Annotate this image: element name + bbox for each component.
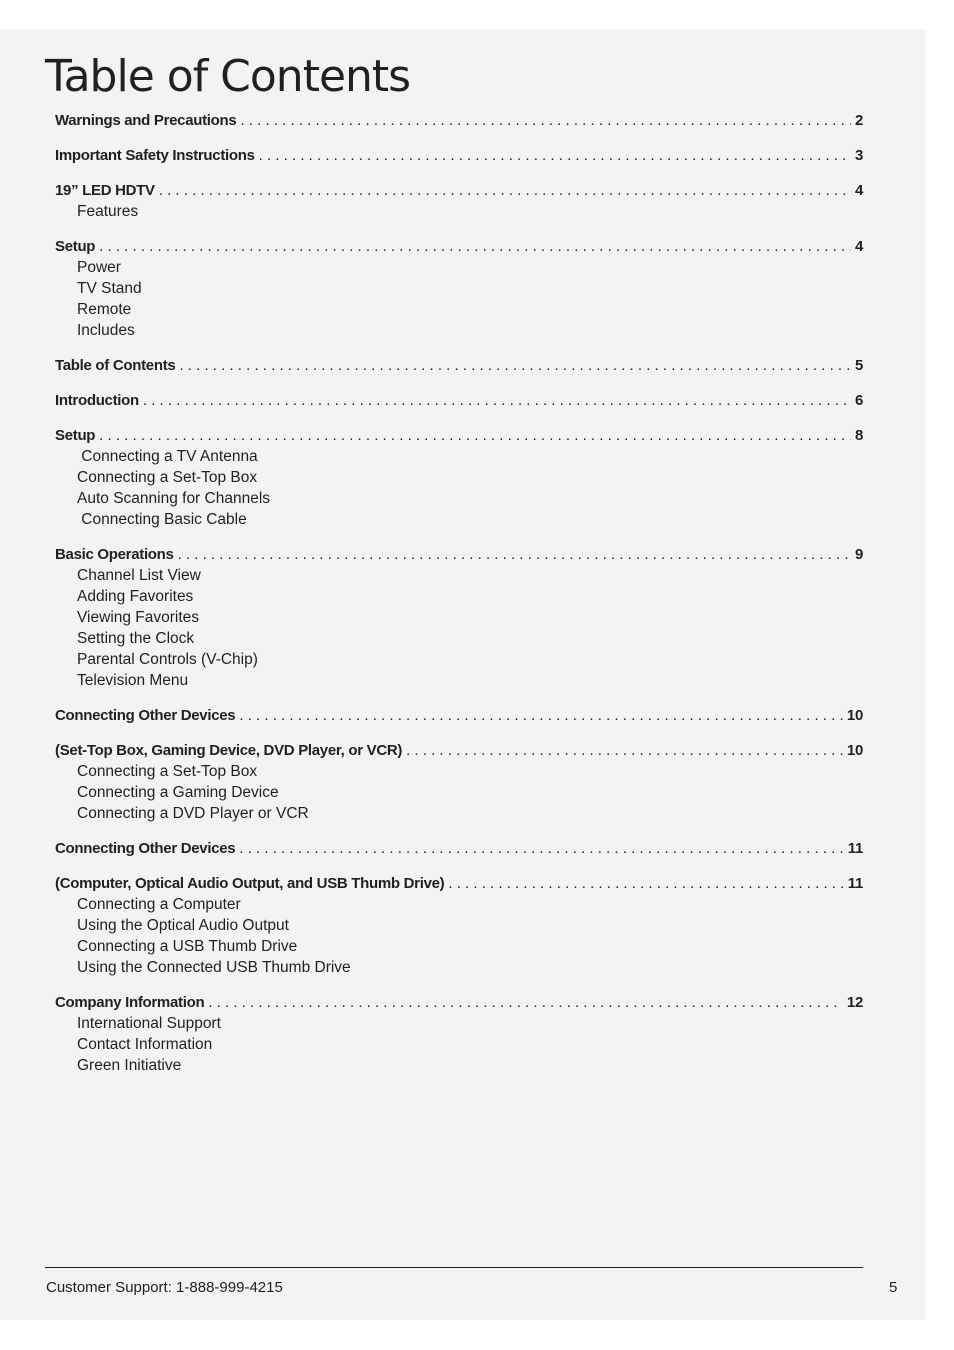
toc-subitem: Connecting a DVD Player or VCR xyxy=(77,805,309,822)
toc-subitem: Remote xyxy=(77,301,132,318)
toc-entry xyxy=(55,992,863,1076)
toc-entry xyxy=(55,355,863,376)
toc-subitem: TV Stand xyxy=(77,280,142,297)
toc-heading-row[interactable] xyxy=(55,425,863,446)
toc-page-number: 10 xyxy=(846,707,863,724)
toc-heading-label: Table of Contents xyxy=(55,357,176,374)
toc-page-number: 9 xyxy=(854,546,863,563)
toc-heading-row[interactable] xyxy=(55,236,863,257)
toc-heading-row[interactable] xyxy=(55,992,863,1013)
toc-heading-row[interactable] xyxy=(55,838,863,859)
toc-page-number: 10 xyxy=(846,742,863,759)
toc-subitem: International Support xyxy=(77,1015,221,1032)
toc-subitem: Parental Controls (V-Chip) xyxy=(77,651,258,668)
toc-entry xyxy=(55,705,863,726)
toc-page-number: 8 xyxy=(854,427,863,444)
toc-subitem: Green Initiative xyxy=(77,1057,182,1074)
toc-heading-label: Setup xyxy=(55,238,96,255)
toc-entry xyxy=(55,873,863,978)
toc-heading-label: Important Safety Instructions xyxy=(55,147,255,164)
toc-heading-row[interactable] xyxy=(55,180,863,201)
toc-page-number: 4 xyxy=(854,182,863,199)
toc-subitem: Setting the Clock xyxy=(77,630,195,647)
toc-entry xyxy=(55,390,863,411)
toc-page-number: 2 xyxy=(854,112,863,129)
dot-leader xyxy=(99,236,851,257)
toc-page-number: 11 xyxy=(847,840,863,857)
dot-leader xyxy=(448,873,843,894)
dot-leader xyxy=(99,425,851,446)
dot-leader xyxy=(239,705,843,726)
toc-entry xyxy=(55,544,863,691)
toc-page-number: 4 xyxy=(854,238,863,255)
page-number: 5 xyxy=(889,1279,898,1296)
toc-subitem: Connecting a Set-Top Box xyxy=(77,763,258,780)
dot-leader xyxy=(406,740,843,761)
toc-subitem: Connecting Basic Cable xyxy=(77,511,247,528)
footer-divider xyxy=(45,1267,863,1268)
toc-heading-row[interactable] xyxy=(55,873,863,894)
toc-page-number: 5 xyxy=(854,357,863,374)
table-of-contents xyxy=(55,110,863,1090)
toc-subitem: Using the Optical Audio Output xyxy=(77,917,289,934)
toc-subitem: Includes xyxy=(77,322,135,339)
dot-leader xyxy=(259,145,851,166)
toc-subitem: Channel List View xyxy=(77,567,201,584)
toc-entry xyxy=(55,425,863,530)
toc-subitem: Using the Connected USB Thumb Drive xyxy=(77,959,351,976)
toc-subitem: Features xyxy=(77,203,139,220)
toc-heading-label: Basic Operations xyxy=(55,546,174,563)
dot-leader xyxy=(239,838,843,859)
toc-page-number: 6 xyxy=(854,392,863,409)
toc-heading-label: Introduction xyxy=(55,392,139,409)
toc-page-number: 3 xyxy=(854,147,863,164)
toc-heading-label: (Computer, Optical Audio Output, and USB Thumb Drive) xyxy=(55,875,445,892)
toc-subitem: Television Menu xyxy=(77,672,189,689)
page-title: Table of Contents xyxy=(45,51,411,102)
toc-entry xyxy=(55,236,863,341)
toc-subitem: Connecting a Gaming Device xyxy=(77,784,279,801)
toc-subitem: Contact Information xyxy=(77,1036,213,1053)
toc-subitem: Connecting a TV Antenna xyxy=(77,448,258,465)
toc-heading-row[interactable] xyxy=(55,390,863,411)
dot-leader xyxy=(179,355,851,376)
toc-subitem: Power xyxy=(77,259,121,276)
toc-entry xyxy=(55,180,863,222)
toc-subitem: Connecting a USB Thumb Drive xyxy=(77,938,298,955)
toc-heading-label: Setup xyxy=(55,427,96,444)
toc-heading-label: Connecting Other Devices xyxy=(55,707,236,724)
toc-subitem: Connecting a Set-Top Box xyxy=(77,469,258,486)
toc-entry xyxy=(55,110,863,131)
toc-entry xyxy=(55,838,863,859)
toc-subitem: Viewing Favorites xyxy=(77,609,200,626)
toc-page-number: 12 xyxy=(846,994,863,1011)
toc-heading-label: Company Information xyxy=(55,994,205,1011)
dot-leader xyxy=(143,390,851,411)
dot-leader xyxy=(240,110,851,131)
toc-heading-label: Connecting Other Devices xyxy=(55,840,236,857)
toc-heading-row[interactable] xyxy=(55,355,863,376)
toc-entry xyxy=(55,740,863,824)
toc-subitem: Auto Scanning for Channels xyxy=(77,490,271,507)
dot-leader xyxy=(159,180,851,201)
toc-subitem: Connecting a Computer xyxy=(77,896,241,913)
toc-entry xyxy=(55,145,863,166)
toc-page-number: 11 xyxy=(847,875,863,892)
toc-heading-row[interactable] xyxy=(55,705,863,726)
customer-support-text: Customer Support: 1-888-999-4215 xyxy=(46,1279,283,1296)
dot-leader xyxy=(178,544,851,565)
toc-heading-row[interactable] xyxy=(55,740,863,761)
toc-heading-row[interactable] xyxy=(55,110,863,131)
toc-heading-row[interactable] xyxy=(55,145,863,166)
dot-leader xyxy=(208,992,843,1013)
toc-heading-row[interactable] xyxy=(55,544,863,565)
toc-heading-label: 19” LED HDTV xyxy=(55,182,155,199)
toc-heading-label: Warnings and Precautions xyxy=(55,112,237,129)
toc-subitem: Adding Favorites xyxy=(77,588,194,605)
toc-heading-label: (Set-Top Box, Gaming Device, DVD Player, or VCR) xyxy=(55,742,403,759)
